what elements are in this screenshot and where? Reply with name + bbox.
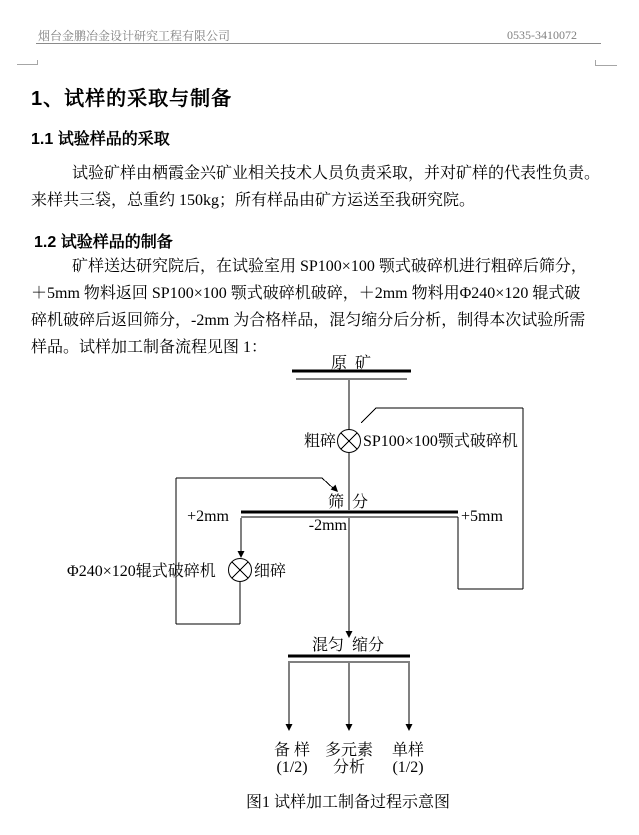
figure-caption: 图1 试样加工制备过程示意图: [246, 794, 451, 811]
arrowhead-into-screen: [331, 485, 338, 492]
section-1-1-paragraph: [31, 160, 611, 214]
paragraph-line: 碎机破碎后返回筛分，-2mm 为合格样品，混匀缩分后分析，制得本次试验所需: [31, 312, 586, 329]
margin-mark-left-tick: [37, 60, 38, 65]
margin-mark-left: [17, 64, 38, 65]
raw-ore-label: 原 矿: [330, 355, 372, 372]
arrowhead-output-right: [406, 724, 413, 731]
output-single-sample-label: 单样: [391, 742, 425, 759]
section-1-2-paragraph: [31, 253, 611, 361]
blend-split-label: 混匀 缩分: [311, 637, 385, 654]
output-backup-sample-fraction: (1/2): [276, 759, 308, 776]
page-title: 1、试样的采取与制备: [31, 88, 233, 110]
arrowhead-output-left: [286, 724, 293, 731]
plus5mm-label: +5mm: [461, 508, 503, 525]
coarse-crush-label: 粗碎: [303, 433, 336, 450]
paragraph-line: 试验矿样由栖霞金兴矿业相关技术人员负责采取，并对矿样的代表性负责。: [72, 165, 601, 182]
output-backup-sample-label: 备 样: [273, 742, 311, 759]
plus2mm-label: +2mm: [187, 508, 229, 525]
section-1-2-heading: 1.2 试验样品的制备: [34, 234, 173, 251]
screen-label: 筛 分: [327, 494, 369, 511]
minus2mm-label: -2mm: [308, 517, 347, 534]
roll-crusher-label: Φ240×120辊式破碎机: [67, 563, 216, 580]
jaw-crusher-label: SP100×100颚式破碎机: [363, 433, 518, 450]
return-line-right-diagonal: [361, 408, 376, 423]
return-line-left-diagonal: [322, 478, 334, 489]
section-1-1-heading: 1.1 试验样品的采取: [31, 131, 170, 148]
margin-mark-right: [595, 65, 617, 66]
fine-crush-label: 细碎: [254, 563, 287, 580]
paragraph-line: 来样共三袋，总重约 150kg；所有样品由矿方运送至我研究院。: [31, 192, 476, 209]
output-single-sample-fraction: (1/2): [392, 759, 424, 776]
header-rule: [36, 43, 601, 44]
paragraph-line: 矿样送达研究院后，在试验室用 SP100×100 颚式破碎机进行粗碎后筛分，: [72, 258, 587, 275]
margin-mark-right-tick: [595, 60, 596, 66]
header-company: 烟台金鹏冶金设计研究工程有限公司: [38, 29, 231, 43]
paragraph-line: 样品。试样加工制备流程见图 1：: [31, 339, 268, 356]
output-multi-element-label: 多元素: [324, 742, 374, 759]
arrowhead-output-middle: [346, 724, 353, 731]
arrowhead-into-fine-crusher: [238, 551, 245, 558]
output-analysis-label: 分析: [332, 759, 366, 776]
header-phone-number: 0535-3410072: [507, 28, 577, 42]
sample-preparation-flowchart: [0, 350, 639, 790]
paragraph-line: ＋5mm 物料返回 SP100×100 颚式破碎机破碎，＋2mm 物料用Φ240×120 辊式破: [31, 285, 581, 302]
